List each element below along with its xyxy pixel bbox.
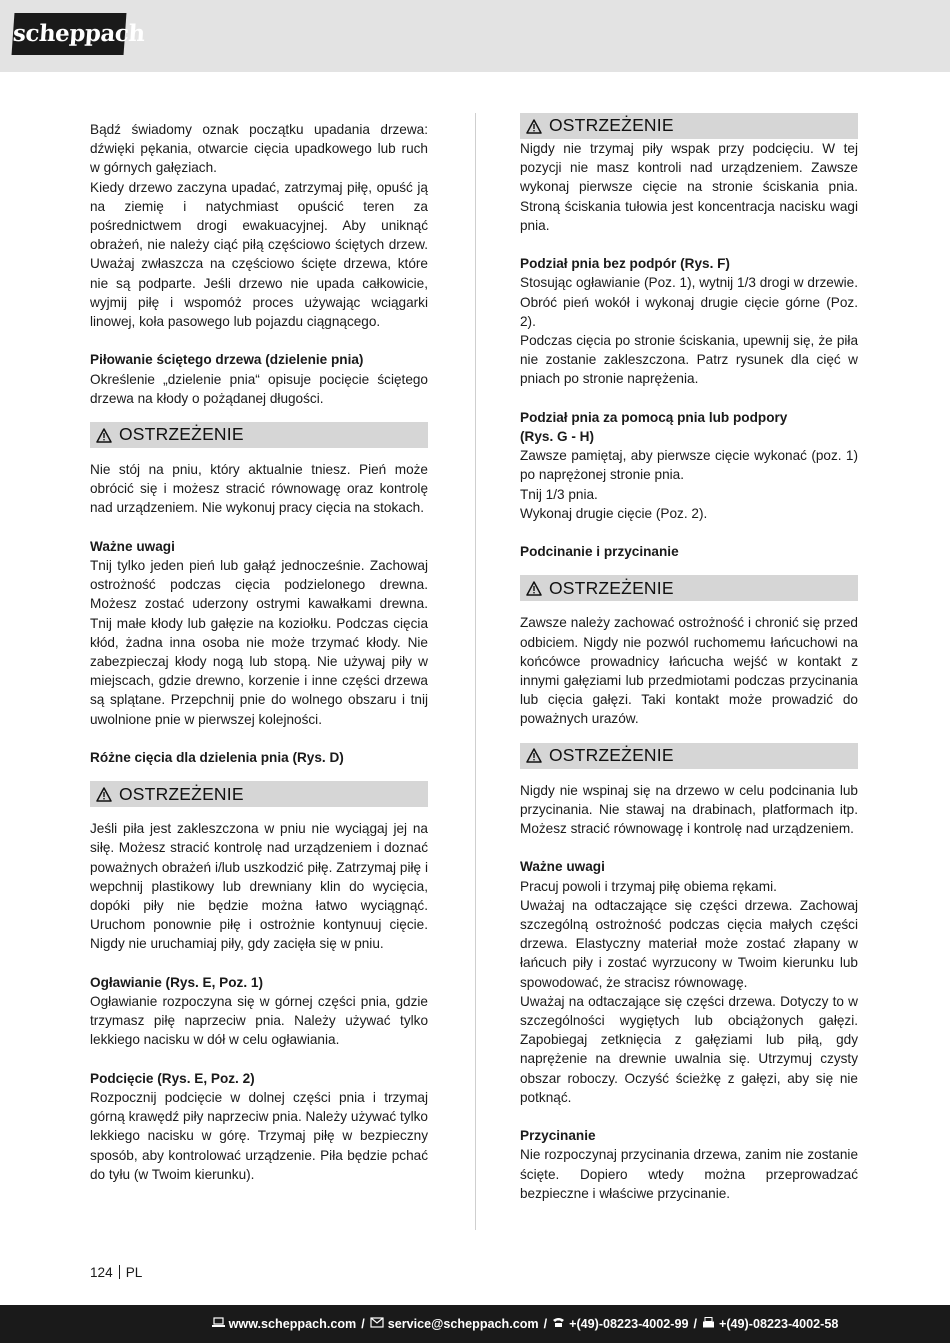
- warning-text: Zawsze należy zachować ostrożność i chronić się przed odbiciem. Nigdy nie pozwól ruchomemu łańcuchowi na końcówce prowadnicy łańcucha wejść w kontakt z innymi gałęziami lub przedmiotami podczas przycinania lub cięcia gałęzi. Taki kontakt może prowadzić do poważnych urazów.: [520, 615, 858, 727]
- fax-number: +(49)-08223-4002-58: [719, 1317, 839, 1331]
- footer-separator: /: [361, 1317, 365, 1331]
- left-column: [90, 120, 428, 1184]
- section-paragraph: Stosując ogławianie (Poz. 1), wytnij 1/3 drogi w drzewie. Obróć pień wokół i wykonaj drugie cięcie górne (Poz. 2).: [520, 275, 858, 329]
- page-number: [90, 1265, 142, 1280]
- warning-text: Jeśli piła jest zakleszczona w pniu nie wyciągaj jej na siłę. Możesz stracić kontrolę nad urządzeniem i doznać poważnych obrażeń i/lub uszkodzić piłę. Zatrzymaj piłę i wepchnij plastikowy lub drewniany klin do wycięcia, dopóki piły nie będzie można łatwo wyciągnąć. Uruchom ponownie piłę i ostrożnie kontynuuj cięcie. Nigdy nie uruchamiaj piły, gdy zacięła się w pniu.: [90, 821, 428, 952]
- section-heading: Ważne uwagi: [520, 859, 605, 875]
- phone-icon: [552, 1317, 565, 1331]
- section-paragraph: Uważaj na odtaczające się części drzewa. Dotyczy to w szczególności wygiętych lub obciążonych gałęzi. Zapobiegaj zetknięcia z gałęziami lub piłą, gdy naprężenie na drewnie uwalnia się. Utrzymuj czysty obszar roboczy. Oczyść ścieżkę z gałęzi, aby się nie potknąć.: [520, 993, 858, 1105]
- warning-triangle-icon: [526, 581, 544, 596]
- warning-triangle-icon: [526, 748, 544, 763]
- section-paragraph: Tnij tylko jeden pień lub gałąź jednocześnie. Zachowaj ostrożność podczas cięcia podzielonego drewna. Możesz zostać uderzony ostrymi kawałkami drewna. Tnij małe kłody lub gałęzie na koziołku. Podczas cięcia kłód, żadna inna osoba nie może trzymać kłody. Nie zabezpieczaj kłody nogą lub stopą. Nie używaj piły w miejscach, gdzie drewno, korzenie i inne części drzewa są splątane. Przepchnij pnie do wolnego obszaru i tnij uwolnione pnie w pierwszej kolejności.: [90, 558, 428, 727]
- section-heading: Podział pnia za pomocą pnia lub podpory: [520, 409, 788, 425]
- fax-icon: [702, 1317, 715, 1331]
- brand-logo-text: scheppach: [12, 20, 146, 47]
- section-heading: Podcięcie (Rys. E, Poz. 2): [90, 1070, 255, 1086]
- page-language: PL: [125, 1265, 143, 1280]
- computer-icon: [212, 1317, 225, 1331]
- page-number-value: 124: [90, 1265, 113, 1280]
- right-column: [520, 113, 858, 1203]
- warning-label: OSTRZEŻENIE: [549, 577, 674, 598]
- section-paragraph: Tnij 1/3 pnia.: [520, 486, 598, 502]
- footer-separator: /: [543, 1317, 548, 1331]
- warning-banner: [520, 113, 858, 139]
- section-paragraph: Pracuj powoli i trzymaj piłę obiema rękami.: [520, 878, 777, 894]
- warning-text: Nigdy nie trzymaj piły wspak przy podcięciu. W tej pozycji nie masz kontroli nad urządzeniem. Zawsze wykonaj pierwsze cięcie na stronie ściskania pnia. Stroną ściskania tułowia jest koncentracja nacisku wagi pnia.: [520, 141, 858, 233]
- section-heading: Podcinanie i przycinanie: [520, 544, 679, 560]
- warning-label: OSTRZEŻENIE: [119, 424, 244, 445]
- intro-paragraph: Bądź świadomy oznak początku upadania drzewa: dźwięki pękania, otwarcie cięcia upadkowego lub ruch w górnych gałęziach.: [90, 122, 428, 176]
- warning-triangle-icon: [96, 787, 114, 802]
- warning-label: OSTRZEŻENIE: [549, 115, 674, 136]
- section-heading: Podział pnia bez podpór (Rys. F): [520, 256, 730, 272]
- contact-footer: [0, 1305, 950, 1343]
- section-heading: Przycinanie: [520, 1128, 596, 1144]
- warning-triangle-icon: [96, 428, 114, 443]
- section-heading: Piłowanie ściętego drzewa (dzielenie pnia): [90, 352, 364, 368]
- mail-icon: [370, 1317, 384, 1331]
- section-paragraph: Określenie „dzielenie pnia“ opisuje pocięcie ściętego drzewa na kłody o pożądanej długości.: [90, 371, 428, 406]
- section-paragraph: Ogławianie rozpoczyna się w górnej części pnia, gdzie trzymasz piłę naprzeciw pnia. Należy używać tylko lekkiego nacisku w dół w celu ogławiania.: [90, 994, 428, 1048]
- section-heading: Różne cięcia dla dzielenia pnia (Rys. D): [90, 750, 344, 766]
- warning-text: Nigdy nie wspinaj się na drzewo w celu podcinania lub przycinania. Nie stawaj na drabinach, platformach itp. Możesz stracić równowagę i kontrolę nad urządzeniem.: [520, 782, 858, 837]
- email-link[interactable]: service@scheppach.com: [387, 1317, 539, 1331]
- warning-label: OSTRZEŻENIE: [549, 745, 674, 766]
- warning-text: Nie stój na pniu, który aktualnie tniesz. Pień może obrócić się i możesz stracić równowagę oraz kontrolę nad urządzeniem. Nie wykonuj pracy cięcia na stokach.: [90, 462, 428, 516]
- section-heading: Ogławianie (Rys. E, Poz. 1): [90, 974, 263, 990]
- website-link[interactable]: www.scheppach.com: [228, 1317, 357, 1331]
- section-paragraph: Nie rozpoczynaj przycinania drzewa, zanim nie zostanie ścięte. Dopiero wtedy można przeprowadzać bezpieczne i właściwe przycinanie.: [520, 1147, 858, 1201]
- section-paragraph: Podczas cięcia po stronie ściskania, upewnij się, że piła nie zostanie zakleszczona. Patrz rysunek dla cięć w pniach po stronie naprężenia.: [520, 333, 858, 387]
- phone-number: +(49)-08223-4002-99: [569, 1317, 689, 1331]
- section-paragraph: Zawsze pamiętaj, aby pierwsze cięcie wykonać (poz. 1) po naprężonej stronie pnia.: [520, 448, 858, 483]
- warning-triangle-icon: [526, 119, 544, 134]
- section-heading: (Rys. G - H): [520, 429, 595, 445]
- warning-banner: [90, 422, 428, 448]
- section-heading: Ważne uwagi: [90, 538, 175, 554]
- falling-paragraph: Kiedy drzewo zaczyna upadać, zatrzymaj piłę, opuść ją na ziemię i natychmiast opuścić teren za pośrednictwem drogi ewakuacyjnej. Aby uniknąć obrażeń, nie należy ciąć piłą częściowo ściętych drzew. Uważaj zwłaszcza na częściowo ścięte drzewa, które nie są podparte. Jeśli drzewo nie upada całkowicie, wyjmij piłę i wspomóż proces używając wciągarki linowej, koła pasowego lub pojazdu ciągnącego.: [90, 179, 428, 330]
- section-paragraph: Rozpocznij podcięcie w dolnej części pnia i trzymaj górną krawędź piły naprzeciw pnia. Należy używać tylko lekkiego nacisku w górę. Trzymaj piłę w bezpieczny sposób, aby kontrolować urządzenie. Piła będzie pchać do tyłu (w Twoim kierunku).: [90, 1090, 428, 1182]
- section-paragraph: Uważaj na odtaczające się części drzewa. Zachowaj szczególną ostrożność podczas cięcia małych części drzewa. Elastyczny materiał może zostać złapany w łańcuch piły i zostać wyrzucony w Twoim kierunku lub spowodować, że stracisz równowagę.: [520, 897, 858, 990]
- warning-banner: [520, 575, 858, 601]
- warning-banner: [90, 781, 428, 807]
- section-paragraph: Wykonaj drugie cięcie (Poz. 2).: [520, 505, 708, 521]
- brand-logo: [12, 13, 146, 55]
- warning-label: OSTRZEŻENIE: [119, 783, 244, 804]
- warning-banner: [520, 743, 858, 769]
- footer-separator: /: [693, 1317, 697, 1331]
- column-divider: [475, 113, 476, 1230]
- page-header: [0, 0, 950, 72]
